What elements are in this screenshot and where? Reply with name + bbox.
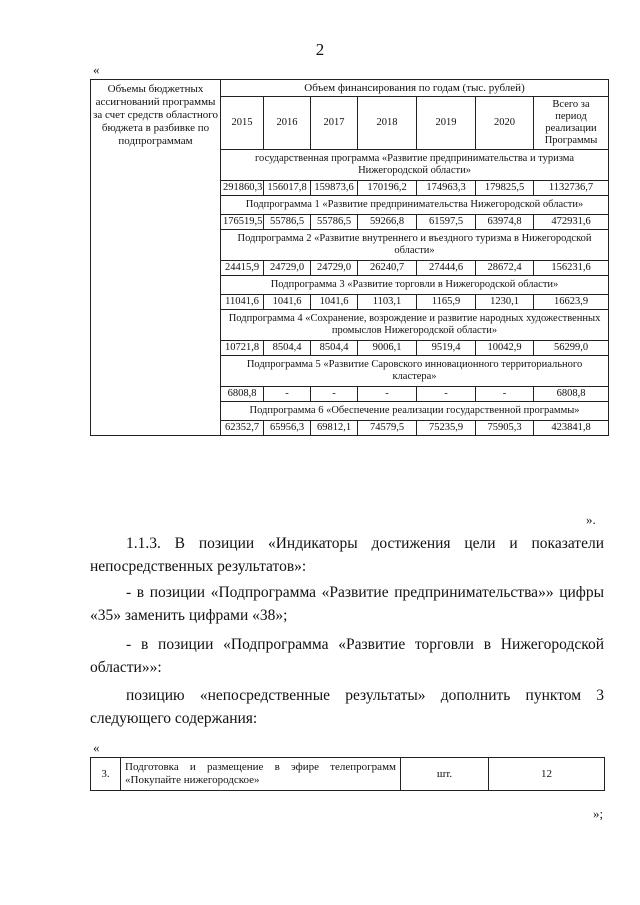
section-year-value: 24415,9 [221,261,264,276]
section-year-value: 61597,5 [417,215,476,230]
section-year-value: 26240,7 [358,261,417,276]
section-year-value: 59266,8 [358,215,417,230]
section-title: Подпрограмма 4 «Сохранение, возрождение и развитие народных художественных промыслов Нижегородской области» [221,310,609,341]
funding-header: Объем финансирования по годам (тыс. рублей) [221,80,609,97]
section-title: Подпрограмма 6 «Обеспечение реализации государственной программы» [221,402,609,421]
section-year-value: 24729,0 [311,261,358,276]
section-total-value: 156231,6 [534,261,609,276]
paragraph-entrepreneurship: - в позиции «Подпрограмма «Развитие предпринимательства»» цифры «35» заменить цифрами «38»; [90,584,604,624]
close-quote-table: ». [586,512,596,527]
indicator-text: Подготовка и размещение в эфире телепрограмм «Покупайте нижегородское» [121,758,401,791]
section-year-value: - [264,387,311,402]
paragraph-1-1-3: 1.1.3. В позиции «Индикаторы достижения цели и показатели непосредственных результатов»: [90,535,604,575]
section-year-value: 27444,6 [417,261,476,276]
section-year-value: 1041,6 [311,295,358,310]
section-title: Подпрограмма 2 «Развитие внутреннего и въездного туризма в Нижегородской области» [221,230,609,261]
section-total-value: 56299,0 [534,341,609,356]
open-quote-bottom: « [93,740,100,755]
financing-table [90,79,609,436]
open-quote-top: « [93,62,100,77]
section-year-value: 69812,1 [311,421,358,436]
section-total-value: 1132736,7 [534,181,609,196]
section-year-value: - [417,387,476,402]
indicator-value: 12 [489,758,605,791]
section-total-value: 6808,8 [534,387,609,402]
section-title: государственная программа «Развитие предпринимательства и туризма Нижегородской области» [221,150,609,181]
section-year-value: 55786,5 [264,215,311,230]
section-year-value: 75905,3 [476,421,534,436]
section-year-value: 10721,8 [221,341,264,356]
total-header: Всего за период реализации Программы [534,97,609,150]
section-year-value: 10042,9 [476,341,534,356]
section-title: Подпрограмма 3 «Развитие торговли в Нижегородской области» [221,276,609,295]
indicator-table [90,757,605,791]
section-title: Подпрограмма 5 «Развитие Саровского инновационного территориального кластера» [221,356,609,387]
year-cell: 2017 [311,97,358,150]
section-year-value: 291860,3 [221,181,264,196]
section-year-value: 65956,3 [264,421,311,436]
section-year-value: 1041,6 [264,295,311,310]
year-cell: 2018 [358,97,417,150]
section-year-value: 11041,6 [221,295,264,310]
year-cell: 2015 [221,97,264,150]
section-total-value: 16623,9 [534,295,609,310]
section-year-value: 159873,6 [311,181,358,196]
section-year-value: - [311,387,358,402]
section-year-value: 9006,1 [358,341,417,356]
paragraph-add-item: позицию «непосредственные результаты» дополнить пунктом 3 следующего содержания: [90,687,604,727]
section-total-value: 423841,8 [534,421,609,436]
section-total-value: 472931,6 [534,215,609,230]
section-year-value: 1103,1 [358,295,417,310]
section-year-value: 156017,8 [264,181,311,196]
section-year-value: 8504,4 [311,341,358,356]
section-year-value: - [476,387,534,402]
indicator-unit: шт. [401,758,489,791]
section-year-value: 55786,5 [311,215,358,230]
section-year-value: - [358,387,417,402]
section-title: Подпрограмма 1 «Развитие предпринимательства Нижегородской области» [221,196,609,215]
section-year-value: 24729,0 [264,261,311,276]
close-quote-bottom: »; [593,806,604,821]
page-number: 2 [315,40,325,59]
year-cell: 2019 [417,97,476,150]
section-year-value: 179825,5 [476,181,534,196]
section-year-value: 8504,4 [264,341,311,356]
section-year-value: 75235,9 [417,421,476,436]
section-year-value: 63974,8 [476,215,534,230]
section-year-value: 176519,5 [221,215,264,230]
indicator-number: 3. [91,758,121,791]
year-cell: 2020 [476,97,534,150]
section-year-value: 74579,5 [358,421,417,436]
section-year-value: 170196,2 [358,181,417,196]
section-year-value: 28672,4 [476,261,534,276]
allocation-label-cell: Объемы бюджетных ассигнований программы за счет средств областного бюджета в разбивке по подпрограммам [91,80,221,436]
section-year-value: 6808,8 [221,387,264,402]
section-year-value: 174963,3 [417,181,476,196]
section-year-value: 1165,9 [417,295,476,310]
section-year-value: 1230,1 [476,295,534,310]
year-cell: 2016 [264,97,311,150]
section-year-value: 62352,7 [221,421,264,436]
section-year-value: 9519,4 [417,341,476,356]
paragraph-trade: - в позиции «Подпрограмма «Развитие торговли в Нижегородской области»»: [90,636,604,676]
